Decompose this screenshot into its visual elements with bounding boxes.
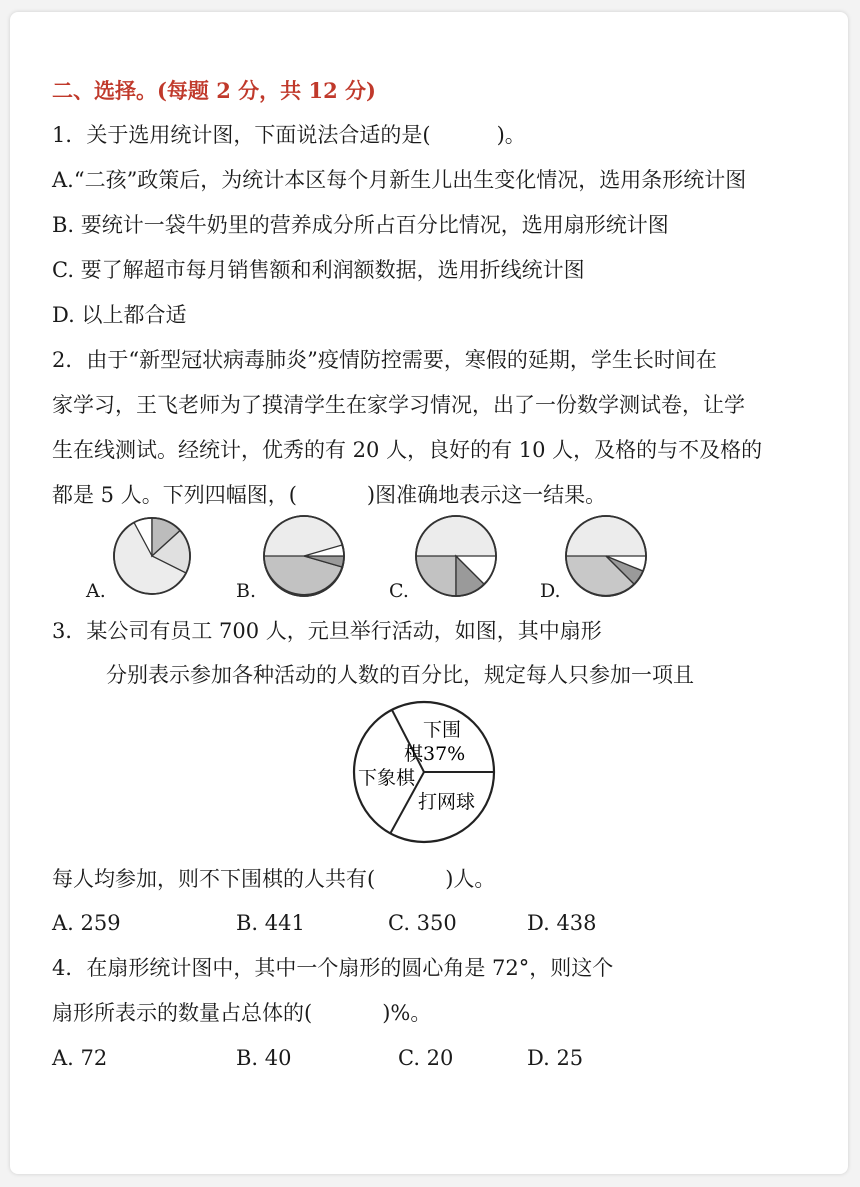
q4-option-d[interactable]: D. 25 — [527, 1046, 584, 1070]
q3-option-c[interactable]: C. 350 — [388, 911, 457, 935]
q2-choice-c[interactable]: C. — [389, 580, 409, 602]
q3-line-3: 每人均参加，则不下围棋的人共有( )人。 — [52, 867, 496, 891]
q1-option-c: C. 要了解超市每月销售额和利润额数据，选用折线统计图 — [52, 258, 585, 282]
q2-pie-d — [564, 516, 648, 596]
q2-pie-a — [112, 516, 192, 596]
q3-option-b[interactable]: B. 441 — [236, 911, 305, 935]
q3-option-d[interactable]: D. 438 — [527, 911, 597, 935]
q1-option-a: A.“二孩”政策后，为统计本区每个月新生儿出生变化情况，选用条形统计图 — [52, 168, 747, 192]
section-title: 二、选择。(每题 2 分，共 12 分) — [52, 78, 376, 103]
q2-choice-a[interactable]: A. — [86, 580, 106, 602]
q2-choice-b[interactable]: B. — [236, 580, 257, 602]
q2-line-2: 家学习，王飞老师为了摸清学生在家学习情况，出了一份数学测试卷，让学 — [52, 393, 745, 417]
q1-option-d: D. 以上都合适 — [52, 303, 187, 327]
pie-label-xiangqi: 下象棋 — [358, 767, 416, 789]
pie-label-weiqi-1: 下围 — [423, 719, 462, 741]
q2-line-4: 都是 5 人。下列四幅图，( )图准确地表示这一结果。 — [52, 483, 607, 507]
q4-line-2: 扇形所表示的数量占总体的( )%。 — [52, 1001, 432, 1025]
q2-pie-c — [414, 516, 498, 596]
q2-choice-d[interactable]: D. — [540, 580, 561, 602]
q2-line-1: 2．由于“新型冠状病毒肺炎”疫情防控需要，寒假的延期，学生长时间在 — [52, 348, 717, 372]
q3-line-1: 3．某公司有员工 700 人，元旦举行活动，如图，其中扇形 — [52, 619, 602, 643]
q2-pie-b — [261, 516, 347, 596]
q1-option-b: B. 要统计一袋牛奶里的营养成分所占百分比情况，选用扇形统计图 — [52, 213, 669, 237]
q2-line-3: 生在线测试。经统计，优秀的有 20 人，良好的有 10 人，及格的与不及格的 — [52, 438, 763, 462]
q3-pie-chart — [354, 700, 504, 850]
pie-label-tennis: 打网球 — [418, 791, 476, 813]
pie-label-weiqi-2: 棋37% — [404, 743, 466, 765]
q3-line-2: 分别表示参加各种活动的人数的百分比，规定每人只参加一项且 — [106, 663, 694, 687]
q4-option-a[interactable]: A. 72 — [52, 1046, 108, 1070]
q1-stem: 1．关于选用统计图，下面说法合适的是( )。 — [52, 123, 526, 147]
q4-option-c[interactable]: C. 20 — [398, 1046, 454, 1070]
q4-line-1: 4．在扇形统计图中，其中一个扇形的圆心角是 72°，则这个 — [52, 956, 614, 980]
q4-option-b[interactable]: B. 40 — [236, 1046, 292, 1070]
q3-option-a[interactable]: A. 259 — [52, 911, 121, 935]
